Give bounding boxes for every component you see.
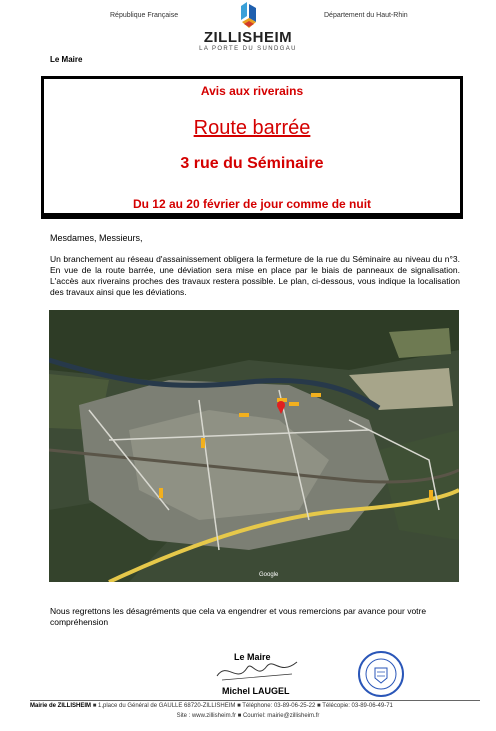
header-departement: Département du Haut-Rhin [324,12,408,19]
signature-scribble-icon [212,656,302,686]
footer-sep-icon: ■ [317,703,323,709]
footer-fax: Télécopie: 03-89-06-49-71 [322,703,393,709]
footer-email: Courriel: mairie@zillisheim.fr [242,713,320,719]
map-image [49,310,459,582]
author-label: Le Maire [50,55,83,64]
logo-tagline: LA PORTE DU SUNDGAU [199,46,297,52]
notice-headline: Route barrée [193,117,311,139]
footer-site: Site : www.zillisheim.fr [176,713,236,719]
footer-phone: Téléphone: 03-89-06-25-22 [242,703,316,709]
satellite-map [49,310,459,582]
footer-web [0,713,496,719]
town-seal-icon [357,650,405,698]
logo-mark-icon [239,2,259,30]
salutation: Mesdames, Messieurs, [50,233,143,243]
footer-sep-icon: ■ [237,713,243,719]
notice-audience: Avis aux riverains [200,84,304,98]
notice-dates: Du 12 au 20 février de jour comme de nuit [132,197,372,211]
notice-address: 3 rue du Séminaire [180,155,324,172]
map-watermark: Google [259,572,279,578]
footer-sep-icon: ■ [237,703,243,709]
logo-name: ZILLISHEIM [203,29,293,46]
footer-org: Mairie de ZILLISHEIM [30,703,92,709]
town-logo [198,0,298,56]
footer-divider [30,700,480,701]
signature-name: Michel LAUGEL [222,686,290,696]
header-republique: République Française [110,12,179,19]
signature-title: Le Maire [234,652,271,662]
closing-paragraph: Nous regrettons les désagréments que cela va engendrer et vous remercions par avance pour votre compréhension [50,606,427,627]
footer-contact [30,703,480,709]
footer-address: 1,place du Général de GAULLE 68720-ZILLISHEIM [97,703,236,709]
footer-sep-icon: ■ [92,703,98,709]
body-paragraph: Un branchement au réseau d'assainissement obligera la fermeture de la rue du Séminaire au niveau du n°3. En vue de la route barrée, une déviation sera mise en place par le biais de panneaux de signalisation. L'accès aux riverains proches des travaux restera possible. Le plan, ci-dessous, vous indique la localisation des travaux ainsi que les déviations. [50,254,460,297]
notice-box [41,76,463,219]
